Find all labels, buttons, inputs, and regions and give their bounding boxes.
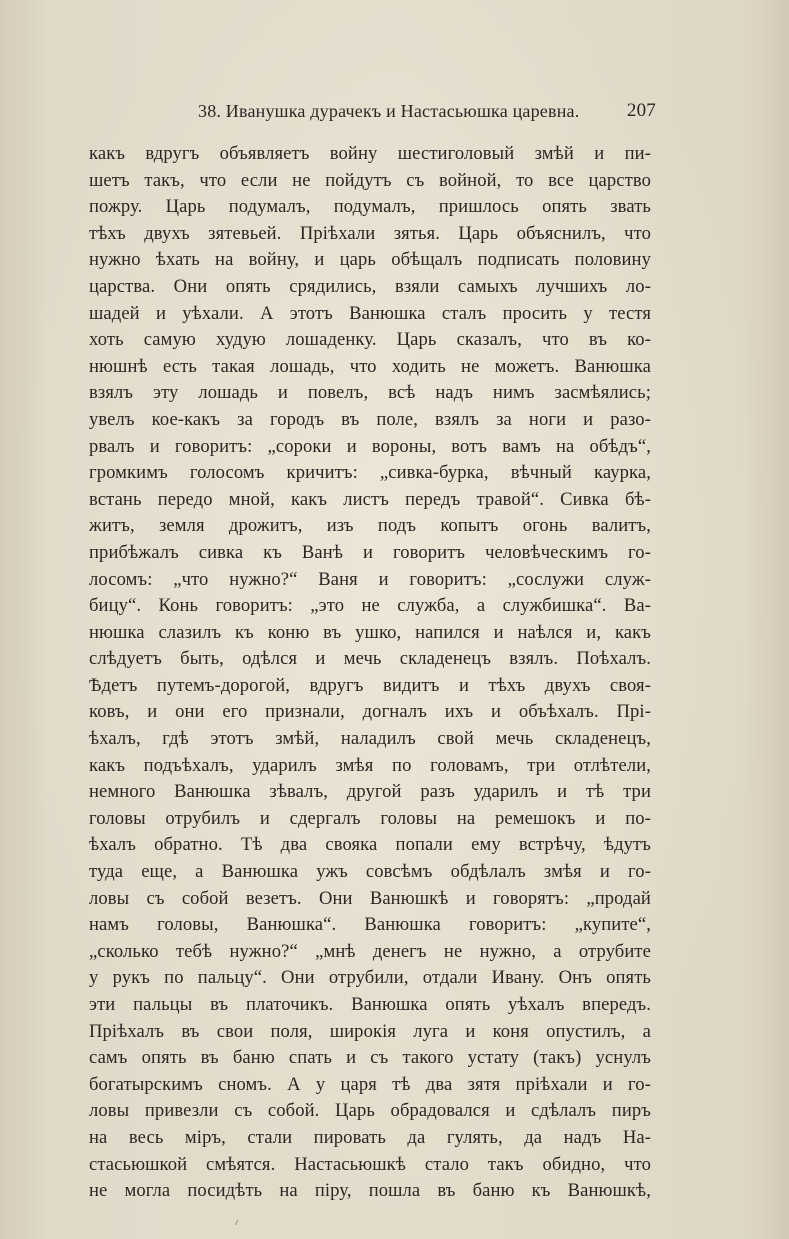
text-line: рвалъ и говоритъ: „сороки и вороны, вотъ вамъ на обѣдъ“, <box>89 435 651 457</box>
text-line: лосомъ: „что нужно?“ Ваня и говоритъ: „сослужи служ- <box>89 568 651 590</box>
text-line: не могла посидѣть на піру, пошла въ баню къ Ванюшкѣ, <box>89 1180 651 1202</box>
text-line: нюшнѣ есть такая лошадь, что ходить не можетъ. Ванюшка <box>89 355 651 377</box>
text-line: какъ подъѣхалъ, ударилъ змѣя по головамъ, три отлѣтели, <box>89 754 651 776</box>
page-number: 207 <box>626 100 656 121</box>
chapter-title: 38. Иванушка дурачекъ и Настасьюшка царевна. <box>198 100 580 121</box>
text-line: самъ опять въ баню спать и съ такого устату (такъ) уснулъ <box>89 1047 651 1069</box>
text-line: богатырскимъ сномъ. А у царя тѣ два зятя пріѣхали и го- <box>89 1073 651 1095</box>
body-text <box>89 141 651 1205</box>
text-line: слѣдуетъ быть, одѣлся и мечь складенецъ взялъ. Поѣхалъ. <box>89 648 651 670</box>
text-line: головы отрубилъ и сдергалъ головы на ремешокъ и по- <box>89 807 651 829</box>
text-line: бицу“. Конь говоритъ: „это не служба, а службишка“. Ва- <box>89 595 651 617</box>
text-line: ловы съ собой везетъ. Они Ванюшкѣ и говорятъ: „продай <box>89 887 651 909</box>
text-line: ловы привезли съ собой. Царь обрадовался и сдѣлалъ пиръ <box>89 1100 651 1122</box>
text-line: ѣхалъ обратно. Тѣ два свояка попали ему встрѣчу, ѣдутъ <box>89 834 651 856</box>
text-line: шетъ такъ, что если не пойдутъ съ войной, то все царство <box>89 169 651 191</box>
text-line: царства. Они опять срядились, взяли самыхъ лучшихъ ло- <box>89 275 651 297</box>
text-line: прибѣжалъ сивка къ Ванѣ и говоритъ человѣческимъ го- <box>89 541 651 563</box>
text-line: встань передо мной, какъ листъ передъ травой“. Сивка бѣ- <box>89 488 651 510</box>
text-line: туда еще, а Ванюшка ужъ совсѣмъ обдѣлалъ змѣя и го- <box>89 861 651 883</box>
text-line: стасьюшкой смѣятся. Настасьюшкѣ стало такъ обидно, что <box>89 1153 651 1175</box>
text-line: взялъ эту лошадь и повелъ, всѣ надъ нимъ засмѣялись; <box>89 382 651 404</box>
text-line: Пріѣхалъ въ свои поля, широкія луга и коня опустилъ, а <box>89 1020 651 1042</box>
text-line: нюшка слазилъ къ коню въ ушко, напился и наѣлся и, какъ <box>89 621 651 643</box>
text-line: намъ головы, Ванюшка“. Ванюшка говоритъ: „купите“, <box>89 914 651 936</box>
text-line: эти пальцы въ платочикъ. Ванюшка опять уѣхалъ впередъ. <box>89 994 651 1015</box>
text-line: немного Ванюшка зѣвалъ, другой разъ ударилъ и тѣ три <box>89 781 651 803</box>
text-line: пожру. Царь подумалъ, подумалъ, пришлось опять звать <box>89 196 651 218</box>
text-line: нужно ѣхать на войну, и царь обѣщалъ подписать половину <box>89 249 651 271</box>
text-line: громкимъ голосомъ кричитъ: „сивка-бурка, вѣчный каурка, <box>89 462 651 484</box>
text-line: ѣхалъ, гдѣ этотъ змѣй, наладилъ свой мечь складенецъ, <box>89 728 651 750</box>
text-line: житъ, земля дрожитъ, изъ подъ копытъ огонь валитъ, <box>89 515 651 537</box>
text-line: „сколько тебѣ нужно?“ „мнѣ денегъ не нужно, а отрубите <box>89 940 651 962</box>
text-line: ковъ, и они его признали, догналъ ихъ и объѣхалъ. Прі- <box>89 701 651 723</box>
text-line: хоть самую худую лошаденку. Царь сказалъ, что въ ко- <box>89 329 651 351</box>
text-line: увелъ кое-какъ за городъ въ поле, взялъ за ноги и разо- <box>89 408 651 430</box>
text-line: шадей и уѣхали. А этотъ Ванюшка сталъ просить у тестя <box>89 302 651 324</box>
text-line: Ѣдетъ путемъ-дорогой, вдругъ видитъ и тѣхъ двухъ своя- <box>89 674 651 696</box>
text-line: у рукъ по пальцу“. Они отрубили, отдали Ивану. Онъ опять <box>89 967 651 989</box>
text-line: какъ вдругъ объявляетъ войну шестиголовый змѣй и пи- <box>89 143 651 164</box>
page-speck <box>235 1219 241 1226</box>
running-header <box>198 95 656 127</box>
text-line: на весь міръ, стали пировать да гулять, да надъ На- <box>89 1126 651 1148</box>
text-line: тѣхъ двухъ зятевьей. Пріѣхали зятья. Царь объяснилъ, что <box>89 222 651 244</box>
